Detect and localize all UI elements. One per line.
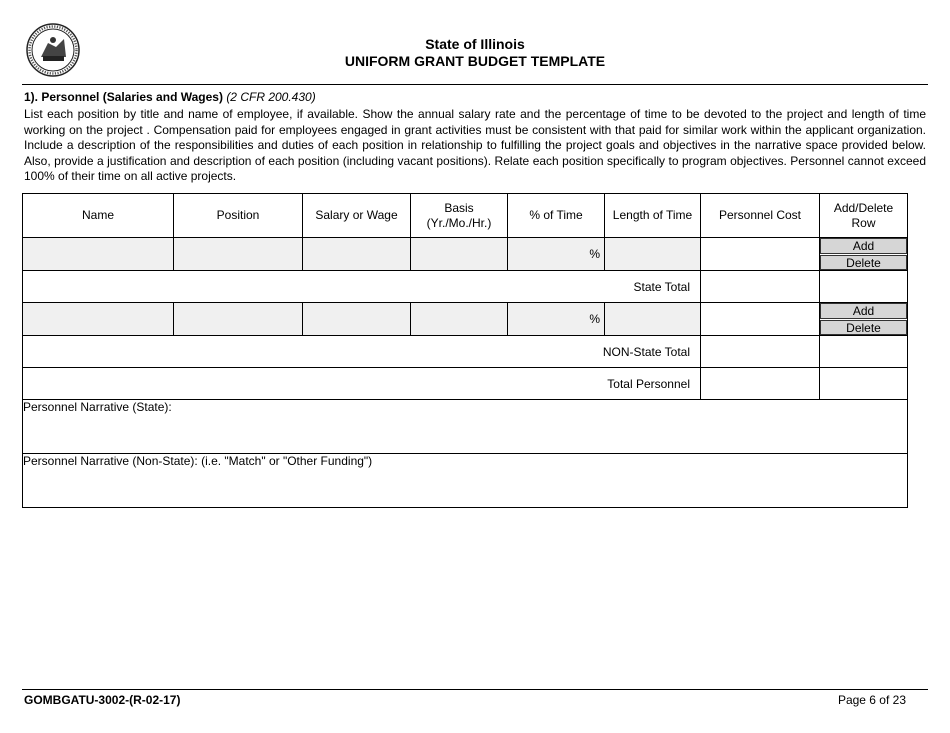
- state-title: State of Illinois: [425, 36, 525, 52]
- total-personnel-blank: [820, 368, 908, 400]
- page-number: Page 6 of 23: [837, 693, 906, 707]
- state-total-blank: [820, 271, 908, 303]
- form-id: GOMBGATU-3002-(R-02-17): [24, 693, 181, 707]
- narrative-nonstate-label: Personnel Narrative (Non-State): (i.e. "Match" or "Other Funding"): [23, 454, 373, 468]
- narrative-state-row: [23, 400, 908, 454]
- percent-symbol: %: [589, 247, 600, 261]
- basis-field[interactable]: [411, 238, 508, 271]
- col-cost-header: Personnel Cost: [701, 194, 820, 238]
- delete-row-button[interactable]: Delete: [820, 320, 907, 336]
- template-title: UNIFORM GRANT BUDGET TEMPLATE: [344, 53, 606, 69]
- percent-time-field[interactable]: [508, 303, 605, 336]
- add-row-button[interactable]: Add: [820, 238, 907, 254]
- row-actions: [820, 303, 908, 336]
- section-heading: [24, 90, 316, 104]
- col-salary-header: Salary or Wage: [303, 194, 411, 238]
- name-field[interactable]: [23, 303, 174, 336]
- name-field[interactable]: [23, 238, 174, 271]
- personnel-cost-value: [701, 303, 820, 336]
- state-total-value: [701, 271, 820, 303]
- percent-time-field[interactable]: [508, 238, 605, 271]
- delete-row-button[interactable]: Delete: [820, 255, 907, 271]
- length-field[interactable]: [605, 238, 701, 271]
- narrative-nonstate-field[interactable]: [23, 454, 908, 508]
- instructions-text: List each position by title and name of employee, if available. Show the annual salary rate and the percentage of time to be devoted to the project and length of time working on the project . Compensation paid for employees engaged in grant activities must be consistent with that paid for similar work within the applicant organization. Include a description of the responsibilities and duties of each position in relationship to fulfilling the project goals and objectives in the narrative space provided below. Also, provide a justification and description of each position (including vacant positions). Relate each position specifically to program objectives. Personnel cannot exceed 100% of their time on all active projects.: [24, 107, 926, 183]
- total-personnel-label: Total Personnel: [23, 368, 701, 400]
- state-total-label: State Total: [23, 271, 701, 303]
- total-personnel-value: [701, 368, 820, 400]
- col-add-delete-header: Add/Delete Row: [820, 194, 908, 238]
- section-title: 1). Personnel (Salaries and Wages): [24, 90, 223, 104]
- percent-symbol: %: [589, 312, 600, 326]
- length-field[interactable]: [605, 303, 701, 336]
- col-position-header: Position: [174, 194, 303, 238]
- basis-field[interactable]: [411, 303, 508, 336]
- narrative-state-field[interactable]: [23, 400, 908, 454]
- position-field[interactable]: [174, 303, 303, 336]
- col-percent-time-header: % of Time: [508, 194, 605, 238]
- total-personnel-row: [23, 368, 908, 400]
- nonstate-total-label: NON-State Total: [23, 336, 701, 368]
- nonstate-total-row: [23, 336, 908, 368]
- salary-field[interactable]: [303, 238, 411, 271]
- col-length-header: Length of Time: [605, 194, 701, 238]
- nonstate-total-value: [701, 336, 820, 368]
- salary-field[interactable]: [303, 303, 411, 336]
- add-row-button[interactable]: Add: [820, 303, 907, 319]
- nonstate-personnel-row: [23, 303, 908, 336]
- col-basis-header: Basis (Yr./Mo./Hr.): [411, 194, 508, 238]
- narrative-state-label: Personnel Narrative (State):: [23, 400, 172, 414]
- section-citation: (2 CFR 200.430): [226, 90, 316, 104]
- header-divider: [22, 84, 928, 85]
- state-total-row: [23, 271, 908, 303]
- narrative-nonstate-row: [23, 454, 908, 508]
- footer-divider: [22, 689, 928, 690]
- row-actions: [820, 238, 908, 271]
- personnel-table: [22, 193, 908, 508]
- personnel-cost-value: [701, 238, 820, 271]
- state-personnel-row: [23, 238, 908, 271]
- col-name-header: Name: [23, 194, 174, 238]
- header-row: [23, 194, 908, 238]
- nonstate-total-blank: [820, 336, 908, 368]
- position-field[interactable]: [174, 238, 303, 271]
